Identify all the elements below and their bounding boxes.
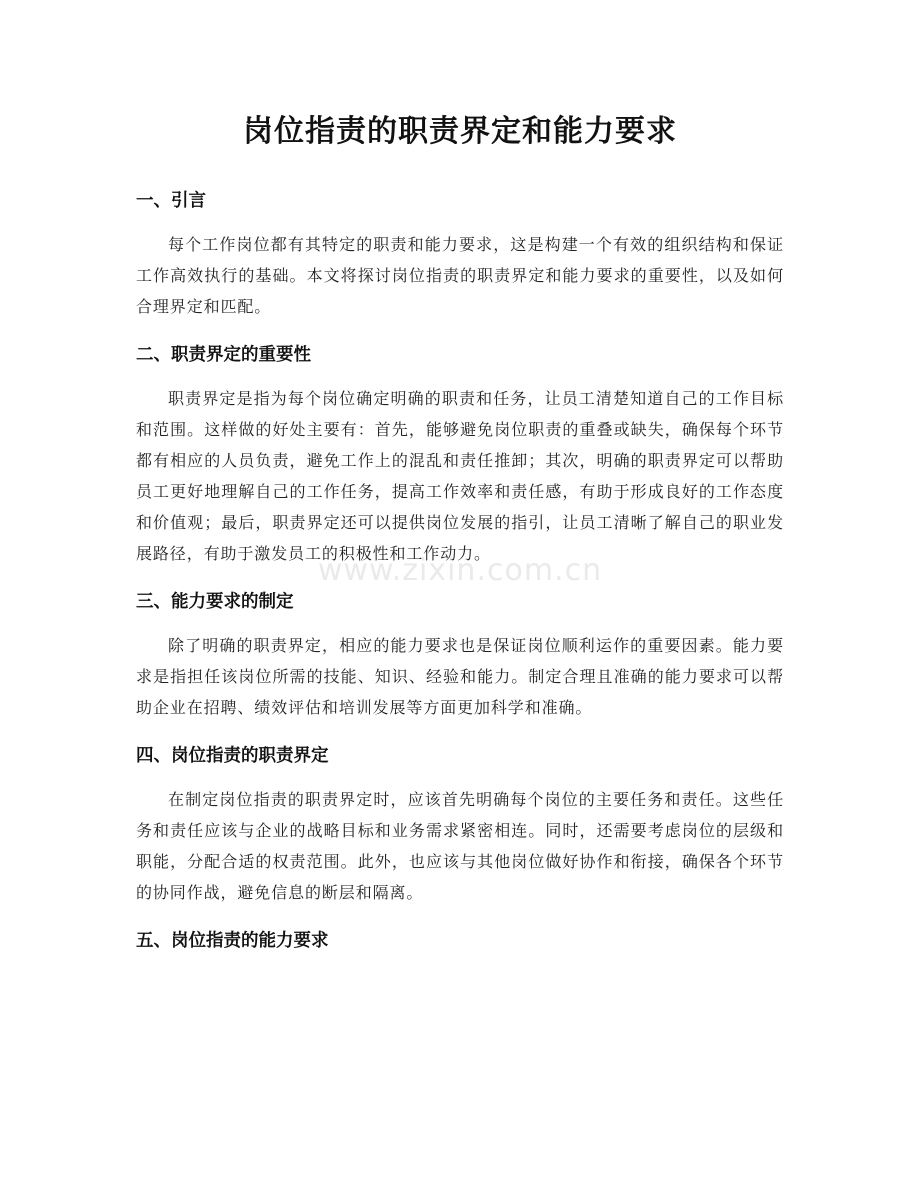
section-heading-introduction: 一、引言 <box>136 191 206 211</box>
section-heading-competency-requirements: 三、能力要求的制定 <box>136 592 294 612</box>
section-paragraph-role-responsibilities: 在制定岗位指责的职责界定时，应该首先明确每个岗位的主要任务和责任。这些任务和责任应该与企业的战略目标和业务需求紧密相连。同时，还需要考虑岗位的层级和职能，分配合适的权责范围。此外，也应该与其他岗位做好协作和衔接，确保各个环节的协同作战，避免信息的断层和隔离。 <box>136 790 784 902</box>
section-paragraph-competency-requirements: 除了明确的职责界定，相应的能力要求也是保证岗位顺利运作的重要因素。能力要求是指担任该岗位所需的技能、知识、经验和能力。制定合理且准确的能力要求可以帮助企业在招聘、绩效评估和培训发展等方面更加科学和准确。 <box>136 636 784 717</box>
document-title: 岗位指责的职责界定和能力要求 <box>243 114 677 149</box>
section-heading-responsibility-importance: 二、职责界定的重要性 <box>136 345 311 365</box>
section-heading-role-responsibilities: 四、岗位指责的职责界定 <box>136 746 329 766</box>
section-paragraph-responsibility-importance: 职责界定是指为每个岗位确定明确的职责和任务，让员工清楚知道自己的工作目标和范围。这样做的好处主要有：首先，能够避免岗位职责的重叠或缺失，确保每个环节都有相应的人员负责，避免工作上的混乱和责任推卸；其次，明确的职责界定可以帮助员工更好地理解自己的工作任务，提高工作效率和责任感，有助于形成良好的工作态度和价值观；最后，职责界定还可以提供岗位发展的指引，让员工清晰了解自己的职业发展路径，有助于激发员工的积极性和工作动力。 <box>136 389 784 563</box>
section-heading-role-competencies: 五、岗位指责的能力要求 <box>136 931 329 951</box>
section-paragraph-introduction: 每个工作岗位都有其特定的职责和能力要求，这是构建一个有效的组织结构和保证工作高效执行的基础。本文将探讨岗位指责的职责界定和能力要求的重要性，以及如何合理界定和匹配。 <box>136 235 784 316</box>
watermark-text: www.zixin.com.cn <box>317 553 603 588</box>
